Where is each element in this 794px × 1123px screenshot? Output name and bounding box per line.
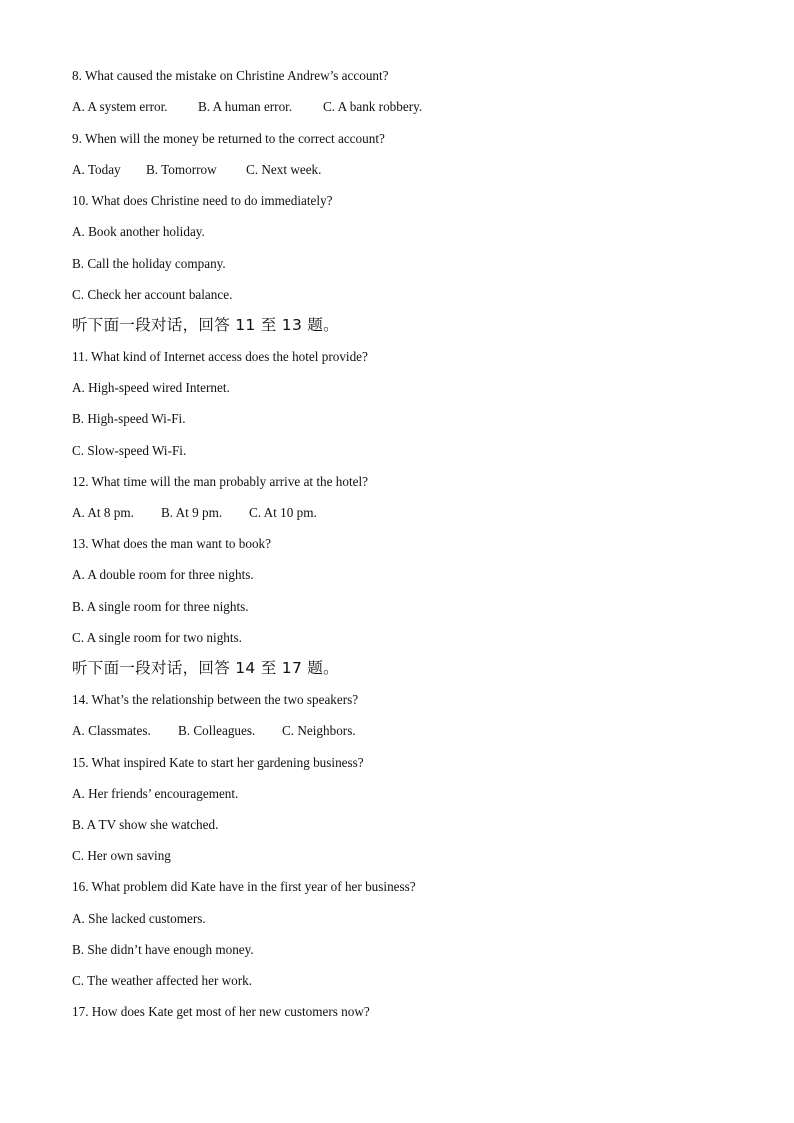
question-16: 16. What problem did Kate have in the first year of her business? (72, 879, 416, 894)
option-b: B. A human error. (198, 99, 293, 114)
question-13-option-c: C. A single room for two nights. (72, 630, 242, 645)
question-14: 14. What’s the relationship between the two speakers? (72, 692, 359, 707)
option-c: C. At 10 pm. (249, 505, 317, 520)
question-8-options (72, 99, 422, 115)
question-14-options (72, 723, 356, 739)
question-13-option-b: B. A single room for three nights. (72, 599, 249, 614)
option-b: B. Colleagues. (178, 723, 256, 738)
question-11: 11. What kind of Internet access does the hotel provide? (72, 349, 368, 364)
question-10: 10. What does Christine need to do immediately? (72, 193, 333, 208)
option-a: A. A system error. (72, 99, 168, 114)
question-16-option-c: C. The weather affected her work. (72, 973, 253, 988)
question-9-options (72, 162, 321, 178)
question-15: 15. What inspired Kate to start her gardening business? (72, 755, 364, 770)
question-13: 13. What does the man want to book? (72, 536, 271, 551)
question-8: 8. What caused the mistake on Christine Andrew’s account? (72, 68, 389, 83)
option-c: C. A bank robbery. (323, 99, 423, 114)
question-16-option-b: B. She didn’t have enough money. (72, 942, 254, 957)
question-12: 12. What time will the man probably arrive at the hotel? (72, 474, 369, 489)
question-15-option-c: C. Her own saving (72, 848, 171, 863)
option-c: C. Neighbors. (282, 723, 356, 738)
question-10-option-a: A. Book another holiday. (72, 224, 205, 239)
option-a: A. Classmates. (72, 723, 151, 738)
question-11-option-b: B. High-speed Wi-Fi. (72, 411, 186, 426)
question-16-option-a: A. She lacked customers. (72, 911, 206, 926)
question-11-option-c: C. Slow-speed Wi-Fi. (72, 443, 187, 458)
question-9: 9. When will the money be returned to the correct account? (72, 131, 385, 146)
option-a: A. At 8 pm. (72, 505, 134, 520)
option-b: B. At 9 pm. (161, 505, 223, 520)
option-c: C. Next week. (246, 162, 322, 177)
question-10-option-b: B. Call the holiday company. (72, 256, 226, 271)
question-10-option-c: C. Check her account balance. (72, 287, 233, 302)
question-11-option-a: A. High-speed wired Internet. (72, 380, 230, 395)
question-13-option-a: A. A double room for three nights. (72, 567, 254, 582)
question-15-option-a: A. Her friends’ encouragement. (72, 786, 239, 801)
section-heading-11-13: 听下面一段对话，回答 11 至 13 题。 (72, 316, 339, 334)
option-b: B. Tomorrow (146, 162, 217, 177)
question-15-option-b: B. A TV show she watched. (72, 817, 219, 832)
option-a: A. Today (72, 162, 121, 177)
question-17: 17. How does Kate get most of her new customers now? (72, 1004, 370, 1019)
section-heading-14-17: 听下面一段对话，回答 14 至 17 题。 (72, 659, 339, 677)
question-12-options (72, 505, 317, 521)
